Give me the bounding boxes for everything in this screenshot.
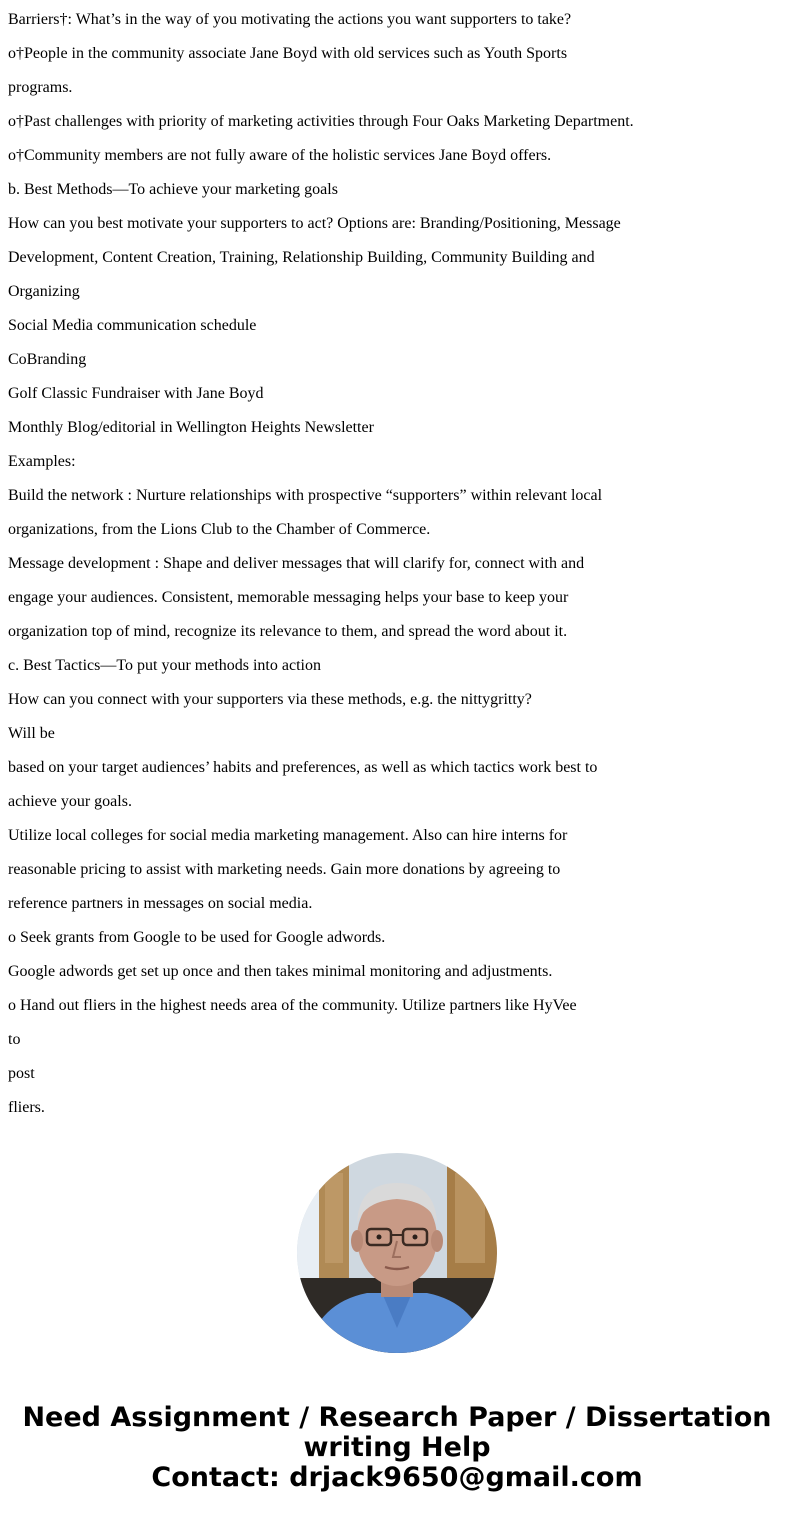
doc-line: programs. <box>8 79 73 96</box>
doc-line: o†People in the community associate Jane Boyd with old services such as Youth Sports <box>8 45 568 62</box>
doc-line: reasonable pricing to assist with marketing needs. Gain more donations by agreeing to <box>8 861 561 878</box>
doc-line: Development, Content Creation, Training, Relationship Building, Community Building and <box>8 249 595 266</box>
doc-line: Google adwords get set up once and then takes minimal monitoring and adjustments. <box>8 963 553 980</box>
doc-line: Utilize local colleges for social media marketing management. Also can hire interns for <box>8 827 568 844</box>
doc-line: o Seek grants from Google to be used for Google adwords. <box>8 929 386 946</box>
doc-line: Monthly Blog/editorial in Wellington Heights Newsletter <box>8 419 374 436</box>
doc-line: Message development : Shape and deliver messages that will clarify for, connect with and <box>8 555 585 572</box>
doc-line: organization top of mind, recognize its relevance to them, and spread the word about it. <box>8 623 568 640</box>
doc-line: reference partners in messages on social media. <box>8 895 313 912</box>
doc-line: Social Media communication schedule <box>8 317 257 334</box>
doc-line: fliers. <box>8 1099 45 1116</box>
doc-line: o†Past challenges with priority of marketing activities through Four Oaks Marketing Department. <box>8 113 634 130</box>
person-photo-icon <box>297 1153 497 1353</box>
avatar <box>297 1153 497 1353</box>
doc-line: Examples: <box>8 453 76 470</box>
doc-line: based on your target audiences’ habits and preferences, as well as which tactics work best to <box>8 759 598 776</box>
section-heading: c. Best Tactics—To put your methods into action <box>8 657 321 674</box>
doc-line: Will be <box>8 725 55 742</box>
doc-line: o Hand out fliers in the highest needs area of the community. Utilize partners like HyVee <box>8 997 577 1014</box>
doc-line: How can you connect with your supporters via these methods, e.g. the nittygritty? <box>8 691 532 708</box>
doc-line: Organizing <box>8 283 80 300</box>
section-heading: b. Best Methods—To achieve your marketing goals <box>8 181 338 198</box>
doc-line: o†Community members are not fully aware of the holistic services Jane Boyd offers. <box>8 147 552 164</box>
doc-line: Build the network : Nurture relationships with prospective “supporters” within relevant local <box>8 487 603 504</box>
document-body <box>8 3 778 1125</box>
doc-line: achieve your goals. <box>8 793 132 810</box>
doc-line: Barriers†: What’s in the way of you motivating the actions you want supporters to take? <box>8 11 572 28</box>
promo-banner <box>0 1403 794 1493</box>
doc-line: How can you best motivate your supporters to act? Options are: Branding/Positioning, Message <box>8 215 621 232</box>
doc-line: engage your audiences. Consistent, memorable messaging helps your base to keep your <box>8 589 569 606</box>
contact-email: Contact: drjack9650@gmail.com <box>151 1462 643 1493</box>
promo-line: Need Assignment / Research Paper / Dissertation <box>22 1402 772 1433</box>
doc-line: post <box>8 1065 35 1082</box>
doc-line: organizations, from the Lions Club to the Chamber of Commerce. <box>8 521 431 538</box>
doc-line: to <box>8 1031 21 1048</box>
promo-line: writing Help <box>303 1432 491 1463</box>
doc-line: Golf Classic Fundraiser with Jane Boyd <box>8 385 264 402</box>
doc-line: CoBranding <box>8 351 87 368</box>
